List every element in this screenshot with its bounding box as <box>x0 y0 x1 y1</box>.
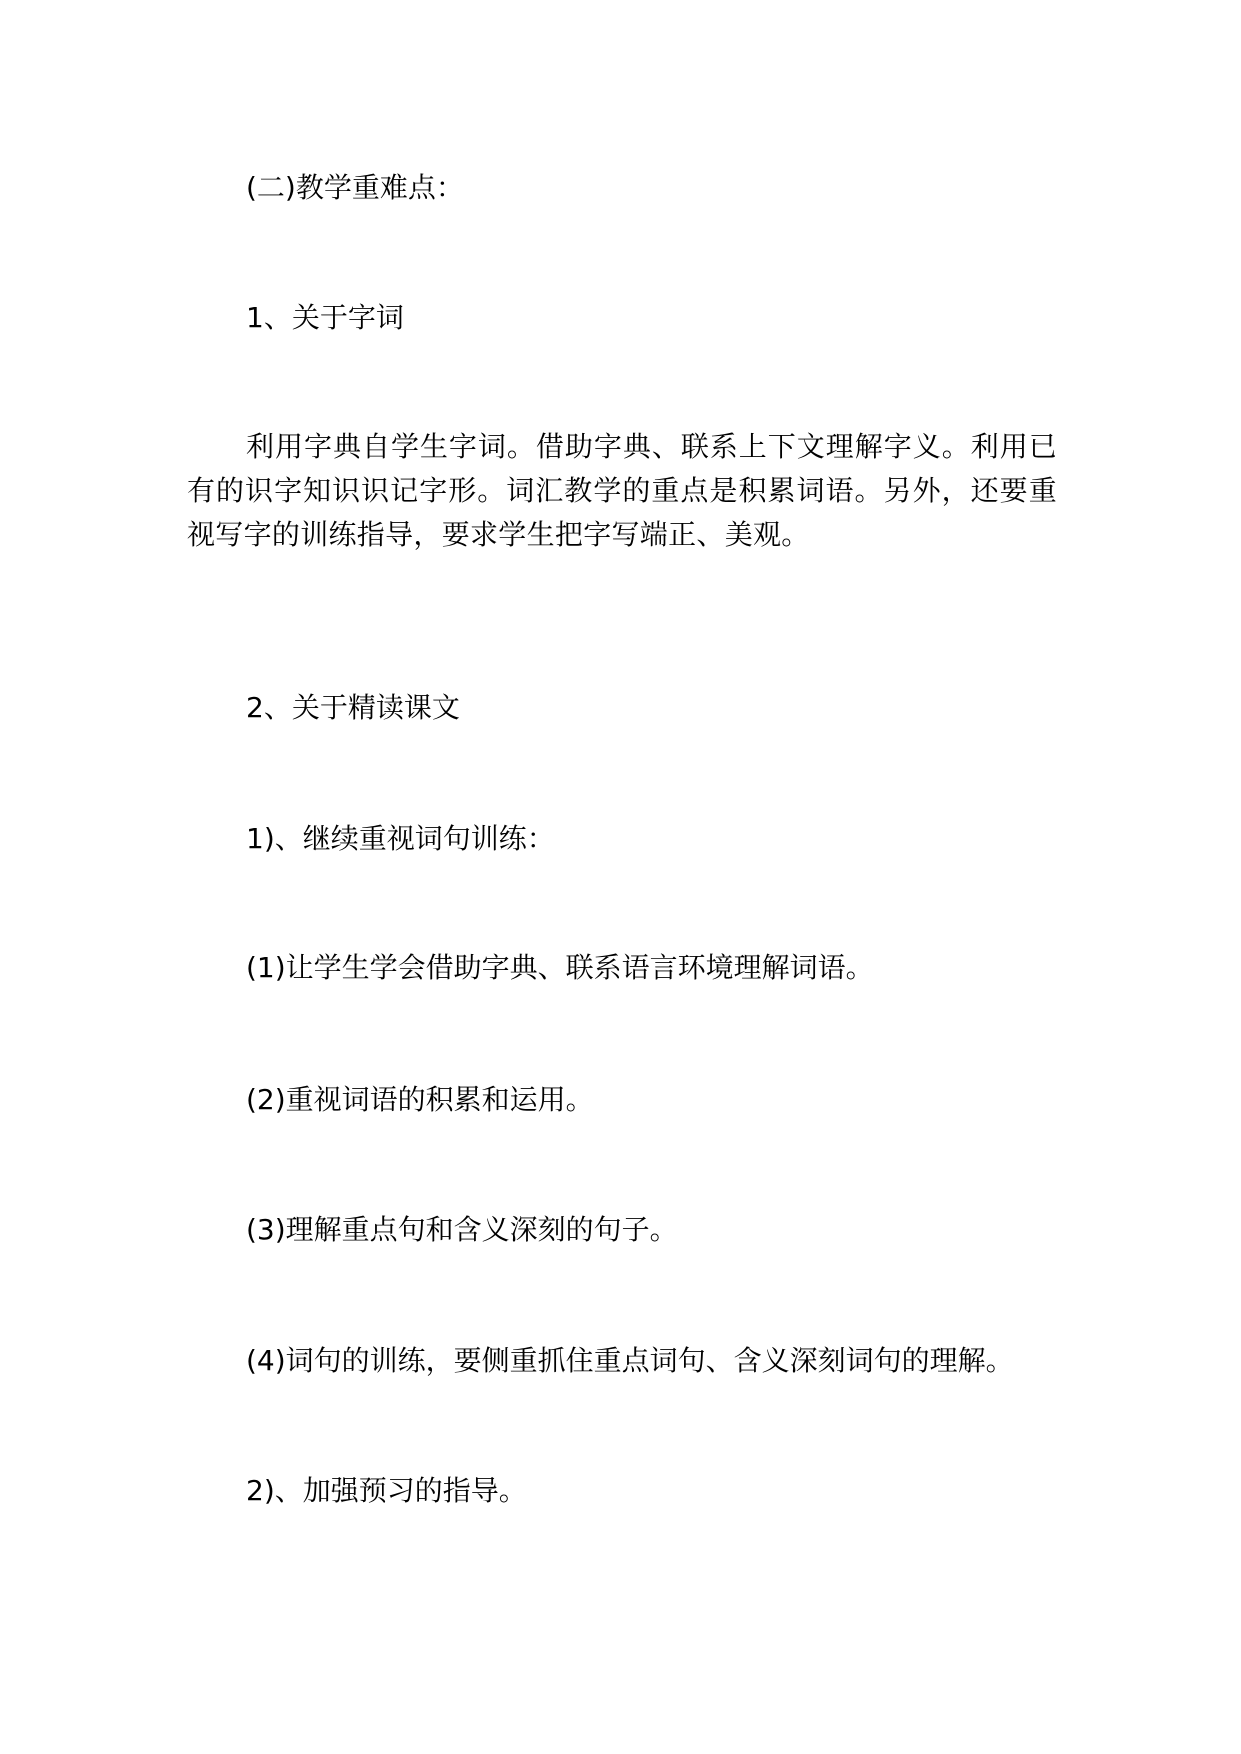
list-item-1: (1)让学生学会借助字典、联系语言环境理解词语。 <box>246 951 874 984</box>
section-heading-teaching-key-points: (二)教学重难点： <box>246 171 464 204</box>
list-item-2: (2)重视词语的积累和运用。 <box>246 1083 594 1116</box>
subheading-intensive-reading: 2、关于精读课文 <box>246 691 460 724</box>
list-item-3: (3)理解重点句和含义深刻的句子。 <box>246 1213 678 1246</box>
paragraph-characters-and-words: 利用字典自学生字词。借助字典、联系上下文理解字义。利用已有的识字知识识记字形。词汇教学的重点是积累词语。另外，还要重视写字的训练指导，要求学生把字写端正、美观。 <box>187 430 1057 551</box>
list-item-preview-guidance: 2)、加强预习的指导。 <box>246 1474 527 1507</box>
list-item-4: (4)词句的训练，要侧重抓住重点词句、含义深刻词句的理解。 <box>246 1344 1014 1377</box>
list-item-word-sentence-training: 1)、继续重视词句训练： <box>246 822 555 855</box>
subheading-characters-and-words: 1、关于字词 <box>246 301 404 334</box>
